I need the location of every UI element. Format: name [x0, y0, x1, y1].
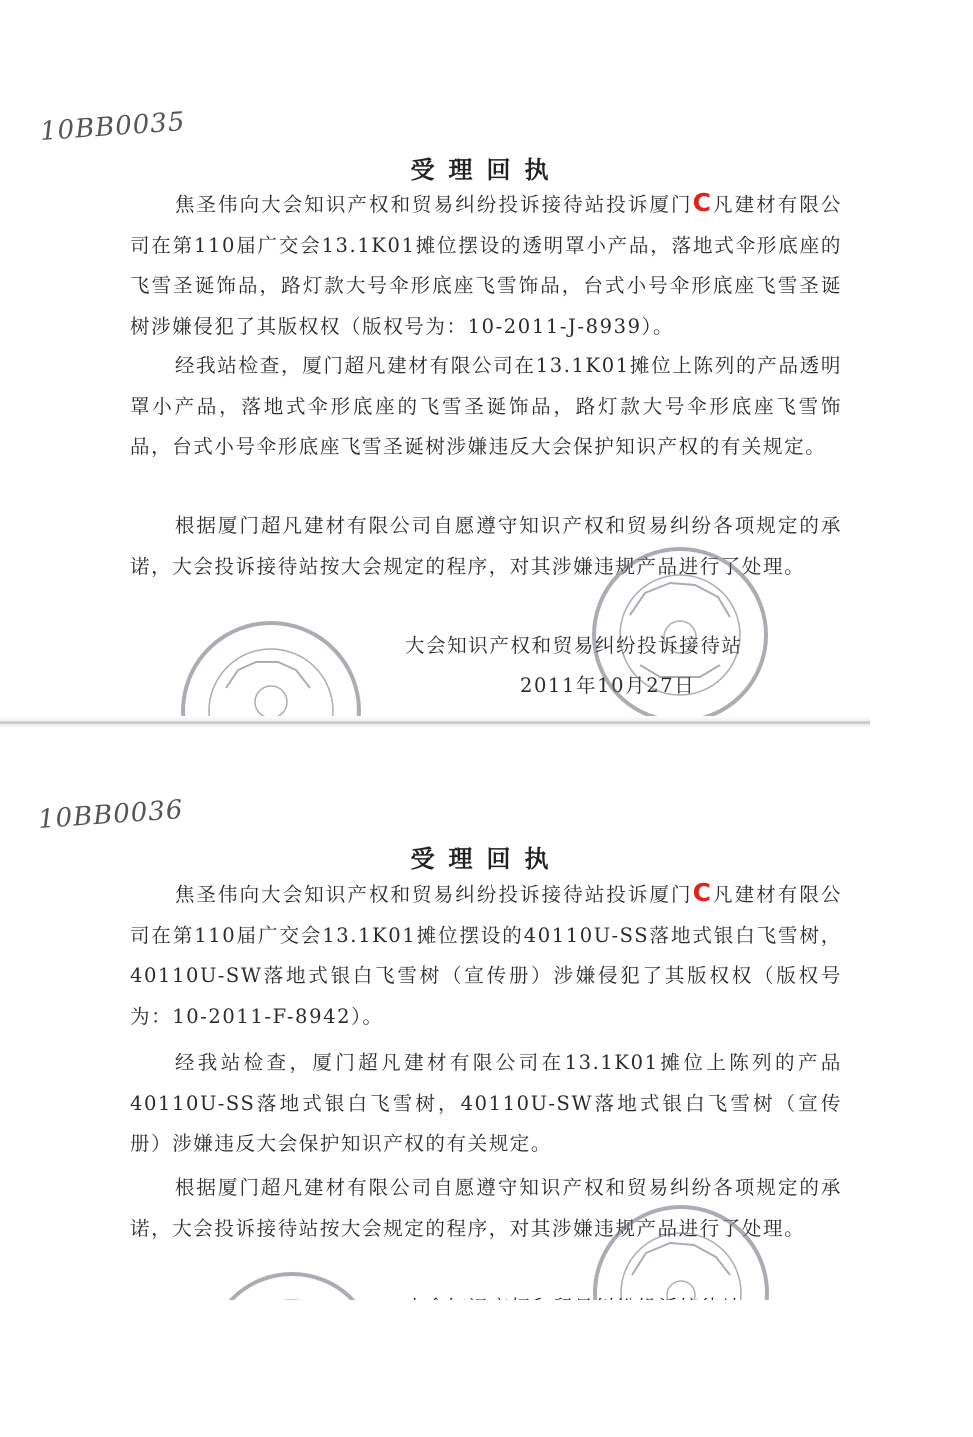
- page-title: 受理回执: [410, 155, 563, 184]
- handwritten-id: 10BB0035: [39, 106, 187, 148]
- scan-bottom-margin: [0, 1300, 973, 1437]
- paragraph-resolution: 根据厦门超凡建材有限公司自愿遵守知识产权和贸易纠纷各项规定的承诺，大会投诉接待站按大会规定的程序，对其涉嫌违规产品进行了处理。: [130, 1176, 842, 1240]
- highlighted-letter: C: [692, 878, 713, 907]
- official-stamp-right: [590, 545, 770, 725]
- signature-date: 2011年10月27日: [520, 674, 696, 697]
- complaint-text-end: 凡建材有限公司在第110届广交会13.1K01摊位摆设的40110U-SS落地式银白飞雪树，40110U-SW落地式银白飞雪树（宣传册）涉嫌侵犯了其版权权（版权号为：10-2011-F-8942）。: [130, 883, 843, 1028]
- page-title: 受理回执: [410, 844, 563, 873]
- paragraph-resolution: 根据厦门超凡建材有限公司自愿遵守知识产权和贸易纠纷各项规定的承诺，大会投诉接待站按大会规定的程序，对其涉嫌违规产品进行了处理。: [130, 514, 842, 578]
- signature-org: 大会知识产权和贸易纠纷投诉接待站: [405, 634, 743, 657]
- paragraph-inspection: 经我站检查，厦门超凡建材有限公司在13.1K01摊位上陈列的产品透明罩小产品，落地式伞形底座的飞雪圣诞饰品，路灯款大号伞形底座飞雪饰品，台式小号伞形底座飞雪圣诞树涉嫌违反大会保护知识产权的有关规定。: [130, 354, 842, 458]
- complaint-text-start: 焦圣伟向大会知识产权和贸易纠纷投诉接待站投诉厦门: [174, 193, 693, 216]
- complaint-text-start: 焦圣伟向大会知识产权和贸易纠纷投诉接待站投诉厦门: [174, 883, 693, 906]
- complaint-text-end: 凡建材有限公司在第110届广交会13.1K01摊位摆设的透明罩小产品，落地式伞形底座的飞雪圣诞饰品，路灯款大号伞形底座飞雪饰品，台式小号伞形底座飞雪圣诞树涉嫌侵犯了其版权权（版权号为：10-2011-J-8939）。: [130, 193, 843, 338]
- highlighted-letter: C: [692, 188, 713, 217]
- handwritten-id: 10BB0036: [37, 794, 185, 836]
- paragraph-inspection: 经我站检查，厦门超凡建材有限公司在13.1K01摊位上陈列的产品40110U-SS落地式银白飞雪树，40110U-SW落地式银白飞雪树（宣传册）涉嫌违反大会保护知识产权的有关规定。: [130, 1051, 842, 1155]
- official-stamp-right: [588, 1205, 774, 1305]
- paragraph-complaint: [130, 875, 842, 1037]
- paragraph-complaint: [130, 185, 842, 347]
- official-stamp-left: [178, 618, 364, 728]
- page-separator: [0, 716, 870, 728]
